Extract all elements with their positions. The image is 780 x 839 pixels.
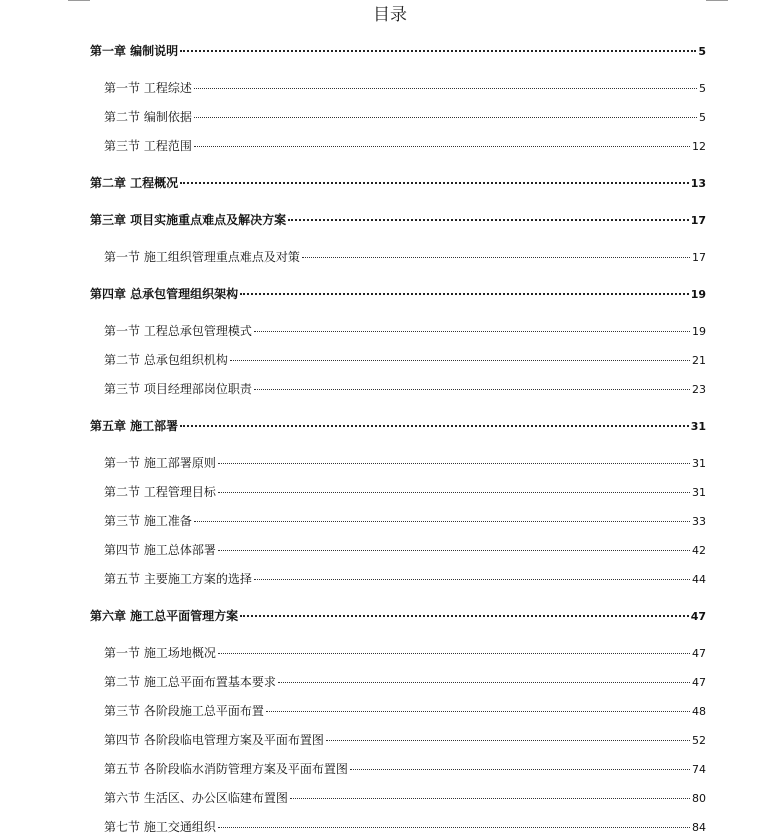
dot-leader [180, 50, 696, 52]
dot-leader [254, 579, 690, 580]
toc-entry-label: 第三节 项目经理部岗位职责 [104, 382, 252, 396]
dot-leader [278, 682, 690, 683]
toc-page-number: 23 [692, 383, 706, 396]
dot-leader [218, 492, 690, 493]
toc-page-number: 5 [699, 111, 706, 124]
dot-leader [290, 798, 690, 799]
toc-section-entry[interactable] [104, 673, 706, 691]
toc-entry-label: 第一节 施工场地概况 [104, 646, 216, 660]
toc-entry-label: 第一节 施工组织管理重点难点及对策 [104, 250, 300, 264]
toc-section-entry[interactable] [104, 79, 706, 97]
toc-page-number: 80 [692, 792, 706, 805]
toc-section-entry[interactable] [104, 322, 706, 340]
toc-page-number: 33 [692, 515, 706, 528]
dot-leader [254, 389, 690, 390]
toc-page-number: 74 [692, 763, 706, 776]
toc-entry-label: 第七节 施工交通组织 [104, 820, 216, 834]
toc-page-number: 31 [690, 420, 706, 433]
toc-chapter-entry[interactable] [90, 211, 706, 229]
toc-entry-label: 第二章 工程概况 [90, 176, 179, 190]
toc-section-entry[interactable] [104, 570, 706, 588]
dot-leader [180, 182, 689, 184]
dot-leader [288, 219, 689, 221]
toc-page-number: 17 [692, 251, 706, 264]
toc-entry-label: 第三章 项目实施重点难点及解决方案 [90, 213, 287, 227]
toc-entry-label: 第三节 工程范围 [104, 139, 192, 153]
toc-page-number: 13 [690, 177, 706, 190]
toc-chapter-entry[interactable] [90, 607, 706, 625]
dot-leader [194, 521, 690, 522]
toc-entry-label: 第二节 编制依据 [104, 110, 192, 124]
toc-section-entry[interactable] [104, 380, 706, 398]
toc-page-number: 19 [692, 325, 706, 338]
dot-leader [350, 769, 690, 770]
toc-page-number: 17 [690, 214, 706, 227]
dot-leader [266, 711, 690, 712]
toc-chapter-entry[interactable] [90, 174, 706, 192]
toc-section-entry[interactable] [104, 818, 706, 836]
toc-entry-label: 第一节 工程总承包管理模式 [104, 324, 252, 338]
dot-leader [326, 740, 690, 741]
toc-section-entry[interactable] [104, 644, 706, 662]
dot-leader [194, 117, 697, 118]
toc-section-entry[interactable] [104, 789, 706, 807]
toc-entry-label: 第五章 施工部署 [90, 419, 179, 433]
dot-leader [230, 360, 690, 361]
toc-section-entry[interactable] [104, 541, 706, 559]
dot-leader [218, 653, 690, 654]
toc-page-number: 52 [692, 734, 706, 747]
toc-entry-label: 第四节 施工总体部署 [104, 543, 216, 557]
dot-leader [240, 615, 689, 617]
toc-entry-label: 第五节 主要施工方案的选择 [104, 572, 252, 586]
toc-entry-label: 第六章 施工总平面管理方案 [90, 609, 239, 623]
dot-leader [218, 827, 690, 828]
toc-page-number: 21 [692, 354, 706, 367]
toc-page-number: 31 [692, 457, 706, 470]
toc-entry-label: 第三节 各阶段施工总平面布置 [104, 704, 264, 718]
toc-page-number: 44 [692, 573, 706, 586]
toc-entry-label: 第二节 总承包组织机构 [104, 353, 228, 367]
dot-leader [218, 463, 690, 464]
toc-page-number: 48 [692, 705, 706, 718]
toc-page-number: 5 [698, 45, 706, 58]
toc-page-number: 12 [692, 140, 706, 153]
toc-entry-label: 第一节 工程综述 [104, 81, 192, 95]
toc-section-entry[interactable] [104, 137, 706, 155]
toc-chapter-entry[interactable] [90, 42, 706, 60]
toc-section-entry[interactable] [104, 760, 706, 778]
toc-entry-label: 第五节 各阶段临水消防管理方案及平面布置图 [104, 762, 348, 776]
toc-entry-label: 第四章 总承包管理组织架构 [90, 287, 239, 301]
toc-page-number: 47 [692, 676, 706, 689]
toc-page-number: 84 [692, 821, 706, 834]
toc-section-entry[interactable] [104, 108, 706, 126]
toc-section-entry[interactable] [104, 702, 706, 720]
dot-leader [254, 331, 690, 332]
toc-page-number: 47 [690, 610, 706, 623]
toc-entry-label: 第一节 施工部署原则 [104, 456, 216, 470]
toc-entry-label: 第二节 施工总平面布置基本要求 [104, 675, 276, 689]
dot-leader [240, 293, 689, 295]
toc-page-number: 31 [692, 486, 706, 499]
toc-entry-label: 第二节 工程管理目标 [104, 485, 216, 499]
toc-entry-label: 第四节 各阶段临电管理方案及平面布置图 [104, 733, 324, 747]
toc-chapter-entry[interactable] [90, 285, 706, 303]
toc-page-number: 19 [690, 288, 706, 301]
dot-leader [218, 550, 690, 551]
toc-section-entry[interactable] [104, 454, 706, 472]
toc-page-number: 42 [692, 544, 706, 557]
toc-page-number: 47 [692, 647, 706, 660]
toc-entry-label: 第六节 生活区、办公区临建布置图 [104, 791, 288, 805]
dot-leader [302, 257, 690, 258]
page-title: 目录 [373, 5, 407, 25]
dot-leader [194, 88, 697, 89]
dot-leader [194, 146, 690, 147]
toc-page-number: 5 [699, 82, 706, 95]
toc-entry-label: 第三节 施工准备 [104, 514, 192, 528]
toc-section-entry[interactable] [104, 483, 706, 501]
toc-section-entry[interactable] [104, 248, 706, 266]
toc-section-entry[interactable] [104, 512, 706, 530]
toc-section-entry[interactable] [104, 731, 706, 749]
toc-section-entry[interactable] [104, 351, 706, 369]
dot-leader [180, 425, 689, 427]
toc-chapter-entry[interactable] [90, 417, 706, 435]
toc-entry-label: 第一章 编制说明 [90, 44, 179, 58]
